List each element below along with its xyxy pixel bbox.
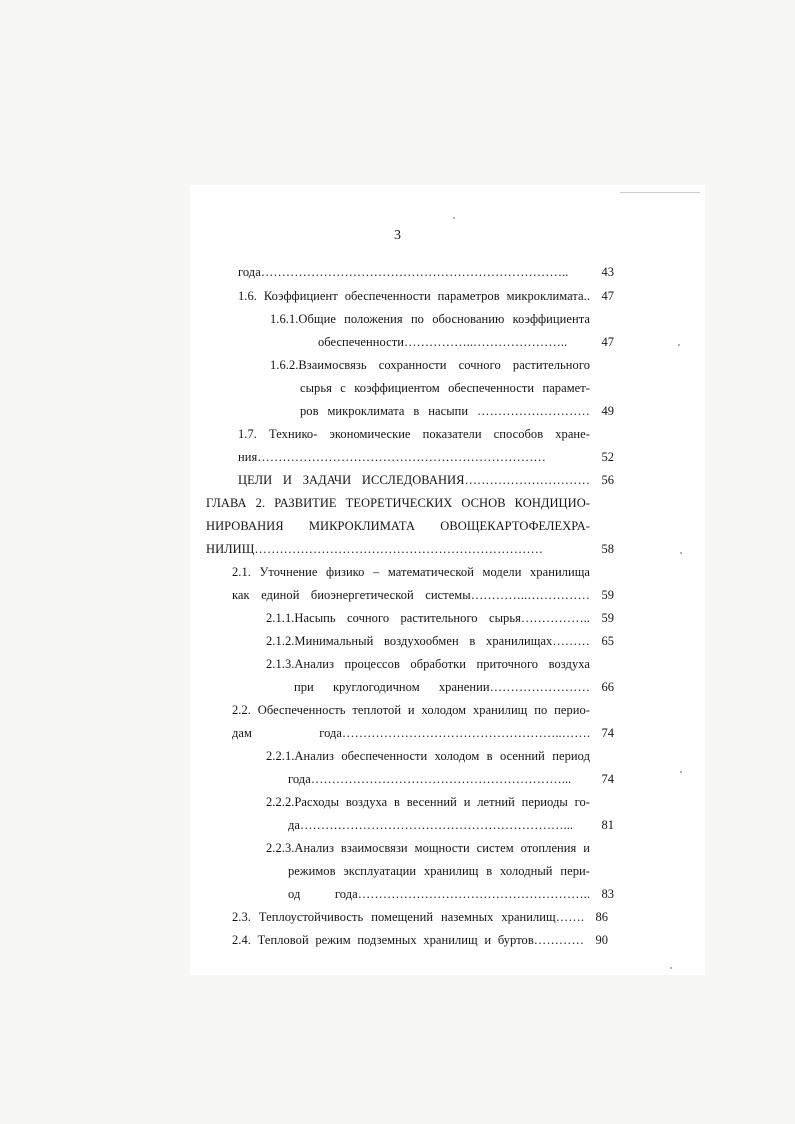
toc-line: 1.6. Коэффициент обеспеченности параметров микроклимата.. — [238, 289, 590, 303]
toc-line: НИРОВАНИЯ МИКРОКЛИМАТА ОВОЩЕКАРТОФЕЛЕХРА- — [206, 519, 590, 533]
toc-page-number: 59 — [601, 588, 614, 602]
scan-speck — [680, 771, 682, 773]
scan-speck — [680, 552, 682, 554]
toc-line: 1.6.1.Общие положения по обоснованию коэффициента — [270, 312, 590, 326]
toc-page-number: 83 — [601, 887, 614, 901]
toc-line: как единой биоэнергетической системы…………..…………… — [232, 588, 590, 602]
toc-line: 2.1.1.Насыпь сочного растительного сырья…………….. — [266, 611, 590, 625]
toc-line: 1.6.2.Взаимосвязь сохранности сочного растительного — [270, 358, 590, 372]
toc-page-number: 74 — [601, 726, 614, 740]
toc-page-number: 49 — [601, 404, 614, 418]
toc-line: да………………………………………………………... — [288, 818, 574, 832]
toc-line: режимов эксплуатации хранилищ в холодный пери- — [288, 864, 590, 878]
toc-line: НИЛИЩ…………………………………………………………… — [206, 542, 544, 556]
toc-page-number: 66 — [601, 680, 614, 694]
toc-line: при круглогодичном хранении…………………… — [294, 680, 590, 694]
toc-line: 2.2.1.Анализ обеспеченности холодом в осенний период — [266, 749, 590, 763]
toc-line: 2.2.2.Расходы воздуха в весенний и летний периоды го- — [266, 795, 590, 809]
toc-page-number: 65 — [601, 634, 614, 648]
toc-page-number: 58 — [601, 542, 614, 556]
toc-page-number: 43 — [601, 265, 614, 279]
toc-line: сырья с коэффициентом обеспеченности парамет- — [300, 381, 590, 395]
toc-line: 2.3. Теплоустойчивость помещений наземных хранилищ……. — [232, 910, 584, 924]
toc-line: ГЛАВА 2. РАЗВИТИЕ ТЕОРЕТИЧЕСКИХ ОСНОВ КОНДИЦИО- — [206, 496, 590, 510]
toc-line: года……………………………………………………………….. — [238, 265, 569, 279]
toc-line: ЦЕЛИ И ЗАДАЧИ ИССЛЕДОВАНИЯ………………………… — [238, 473, 590, 487]
toc-page-number: 59 — [601, 611, 614, 625]
toc-line: од года……………………………………………….. — [288, 887, 590, 901]
toc-page-number: 47 — [601, 289, 614, 303]
scan-speck — [670, 967, 672, 969]
toc-line: 2.2. Обеспеченность теплотой и холодом хранилищ по перио- — [232, 703, 590, 717]
toc-page-number: 74 — [601, 772, 614, 786]
toc-line: 2.1.3.Анализ процессов обработки приточного воздуха — [266, 657, 590, 671]
toc-line: 2.1. Уточнение физико – математической модели хранилища — [232, 565, 590, 579]
page-number: 3 — [394, 228, 401, 243]
toc-page-number: 52 — [601, 450, 614, 464]
toc-line: 1.7. Технико- экономические показатели способов хране- — [238, 427, 590, 441]
scan-speck — [453, 217, 455, 219]
scan-speck — [678, 344, 680, 346]
toc-line: ния…………………………………………………………… — [238, 450, 546, 464]
toc-line: года……………………………………………………... — [288, 772, 572, 786]
toc-page-number: 47 — [601, 335, 614, 349]
toc-page-number: 56 — [601, 473, 614, 487]
toc-line: 2.2.3.Анализ взаимосвязи мощности систем отопления и — [266, 841, 590, 855]
scan-edge-line — [620, 192, 700, 193]
toc-line: 2.1.2.Минимальный воздухообмен в хранилищах……… — [266, 634, 590, 648]
toc-line: ров микроклимата в насыпи ……………………… — [300, 404, 590, 418]
toc-line: дам года……………………………………………..……. — [232, 726, 590, 740]
toc-page-number: 90 — [595, 933, 608, 947]
toc-page-number: 81 — [601, 818, 614, 832]
toc-line: 2.4. Тепловой режим подземных хранилищ и буртов………… — [232, 933, 584, 947]
toc-line: обеспеченности……………..………………….. — [318, 335, 568, 349]
toc-page-number: 86 — [595, 910, 608, 924]
